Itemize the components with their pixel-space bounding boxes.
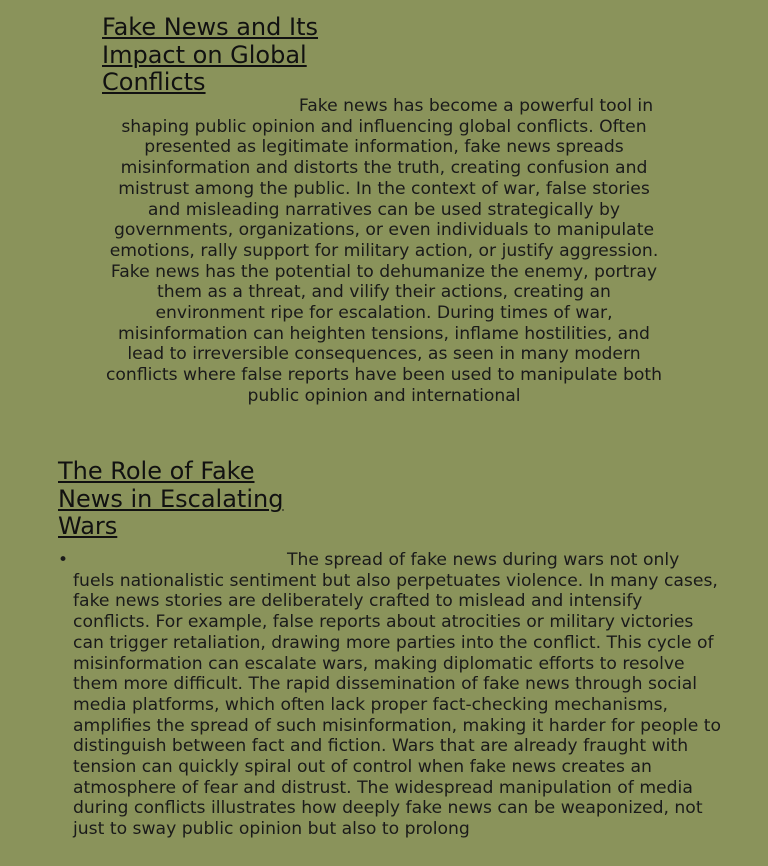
section-list <box>58 550 722 840</box>
article-title: Fake News and Its Impact on Global Conflicts <box>102 13 318 96</box>
section-heading: The Role of Fake News in Escalating Wars <box>58 457 284 540</box>
section-paragraph: The spread of fake news during wars not only fuels nationalistic sentiment but also perpetuates violence. In many cases, fake news stories are deliberately crafted to mislead and intensify conflicts. For example, false reports about atrocities or military victories can trigger retaliation, drawing more parties into the conflict. This cycle of misinformation can escalate wars, making diplomatic efforts to resolve them more difficult. The rapid dissemination of fake news through social media platforms, which often lack proper fact-checking mechanisms, amplifies the spread of such misinformation, making it harder for people to distinguish between fact and fiction. Wars that are already fraught with tension can quickly spiral out of control when fake news creates an atmosphere of fear and distrust. The widespread manipulation of media during conflicts illustrates how deeply fake news can be weaponized, not just to sway public opinion but also to prolong <box>73 550 722 840</box>
float-spacer <box>73 550 287 570</box>
list-item <box>58 550 722 840</box>
intro-paragraph <box>102 96 666 434</box>
bullet-marker: • <box>58 550 69 570</box>
float-spacer <box>102 96 286 116</box>
intro-text: Fake news has become a powerful tool in shaping public opinion and influencing global conflicts. Often presented as legitimate information, fake news spreads misinformation and distorts the truth, creating confusion and mistrust among the public. In the context of war, false stories and misleading narratives can be used strategically by governments, organizations, or even individuals to manipulate emotions, rally support for military action, or justify aggression. Fake news has the potential to dehumanize the enemy, portray them as a threat, and vilify their actions, creating an environment ripe for escalation. During times of war, misinformation can heighten tensions, inflame hostilities, and lead to irreversible consequences, as seen in many modern conflicts where false reports have been used to manipulate both public opinion and international <box>105 96 663 406</box>
